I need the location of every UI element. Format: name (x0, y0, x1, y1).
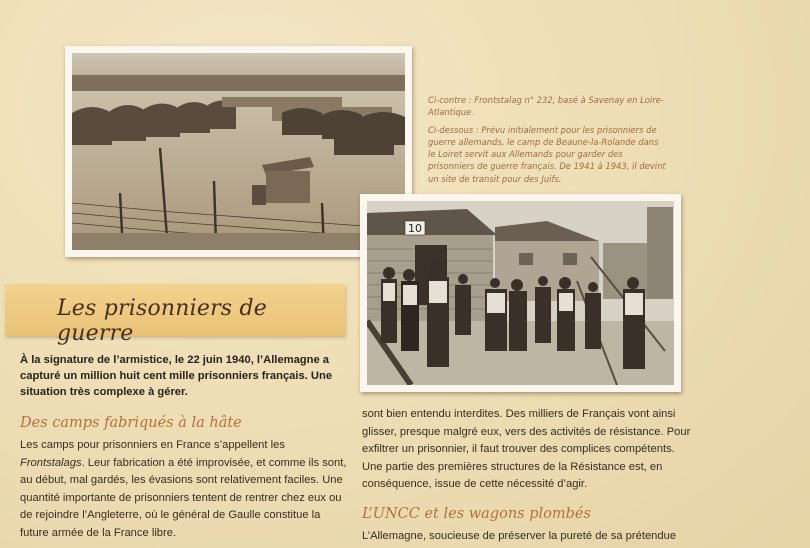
door-number: 10 (408, 222, 422, 235)
intro-paragraph: À la signature de l’armistice, le 22 juin 1940, l’Allemagne a capturé un million huit cent mille prisonniers français. Une situation très complexe à gérer. (20, 354, 333, 398)
camps-text-start: Les camps pour prisonniers en France s’appellent les (20, 439, 285, 451)
caption-ci-contre: Ci-contre : Frontstalag n° 232, basé à Savenay en Loire-Atlantique. (428, 95, 664, 118)
page-title: Les prisonniers de guerre (57, 296, 267, 346)
section-uncc-text: L’Allemagne, soucieuse de préserver la pureté de sa prétendue (362, 530, 677, 542)
camps-text-end: . Leur fabrication a été improvisée, et comme ils sont, au début, mal gardés, les évasions sont relativement faciles. Une quantité importante de prisonniers tentent de rentrer chez eux ou de rejoindre l’Angleterre, où le général de Gaulle constitue la future armée de la France libre. (20, 456, 347, 539)
frontstalags-term: Frontstalags (20, 456, 82, 469)
column-two-text: sont bien entendu interdites. Des milliers de Français vont ainsi glisser, presque malgré eux, vers des activités de résistance. Pour exfiltrer un prisonnier, il faut trouver des complices compétents. Une partie des premières structures de la Résistance est, en conséquence, issue de cette nécessité d’agir. (362, 408, 691, 491)
section-camps-text (20, 437, 350, 543)
subheading-camps: Des camps fabriqués à la hâte (20, 415, 242, 431)
photo-beaune-la-rolande (360, 194, 681, 392)
prisoners-photo-image (367, 201, 674, 385)
section-title-banner (5, 284, 345, 346)
photo-caption (428, 94, 668, 190)
subheading-uncc: L’UNCC et les wagons plombés (362, 506, 591, 522)
camp-photo-image (72, 53, 405, 250)
caption-ci-dessous: Ci-dessous : Prévu initialement pour les prisonniers de guerre allemands, le camp de Beaune-la-Rolande dans le Loiret servit aux Allemands pour garder des prisonniers de guerre français. De 1941 à 1943, il devint un site de transit pour des Juifs. (428, 124, 666, 184)
